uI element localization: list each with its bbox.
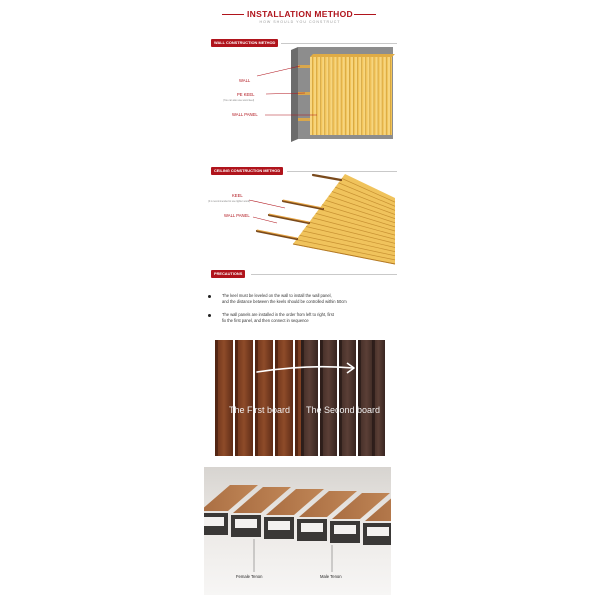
ceiling-construction-diagram [205, 168, 400, 268]
board-slats [215, 340, 385, 456]
wall-panel-slat [322, 57, 324, 135]
wall-panel-slat [372, 57, 374, 135]
first-board-label: The First board [229, 405, 291, 415]
wall-panel-slat [380, 57, 382, 135]
boards-photo [213, 338, 386, 458]
wall-panel-slat [326, 57, 328, 135]
wall-panel-slat [339, 57, 341, 135]
wall-panel-slat [331, 57, 333, 135]
wall-panel-slat [343, 57, 345, 135]
ceiling-panel-surface [293, 174, 395, 264]
wall-side [291, 47, 298, 142]
wall-panel-slat [355, 57, 357, 135]
precaution-1-line-1: The keel must be leveled on the wall to install the wall panel, [222, 293, 332, 298]
second-board-label: The Second board [306, 405, 381, 415]
wall-panel-slat [318, 57, 320, 135]
wall-panel-slat [335, 57, 337, 135]
wall-panel-slat [314, 57, 316, 135]
ceiling-construction-tag: CEILING CONSTRUCTION METHOD [211, 167, 283, 175]
wall-panel-slat [310, 57, 312, 135]
precautions-tag: PRECAUTIONS [211, 270, 245, 278]
header-line-right [354, 14, 376, 15]
wall-construction-diagram [205, 45, 405, 145]
pe-keel-note: (You can also use wood keel) [223, 99, 255, 102]
keel-label: KEEL [232, 193, 243, 198]
bullet-dot [208, 314, 211, 317]
wall-panel-slat [363, 57, 365, 135]
wall-panel-slat [384, 57, 386, 135]
precaution-1-line-2: and the distance between the keels should be controlled within 50cm [222, 299, 347, 304]
wall-panel-label: WALL PANEL [232, 112, 258, 117]
pe-keel-label: PE KEEL [237, 92, 255, 97]
precautions-divider [251, 274, 397, 275]
precaution-2-line-2: fix the first panel, and then connect in sequence [222, 318, 309, 323]
wall-panel-slat [347, 57, 349, 135]
wall-panel-slat [359, 57, 361, 135]
precaution-item-2 [208, 312, 408, 326]
wall-panel-slats [310, 54, 395, 135]
wall-panel-slat [376, 57, 378, 135]
page-subtitle: HOW SHOULD YOU CONSTRUCT [259, 20, 341, 24]
wall-label: WALL [239, 78, 251, 83]
precaution-item-1 [208, 293, 408, 307]
page-title: INSTALLATION METHOD [247, 9, 353, 19]
bullet-dot [208, 295, 211, 298]
wall-panel-slat [388, 57, 390, 135]
wall-construction-tag: WALL CONSTRUCTION METHOD [211, 39, 278, 47]
precaution-2-line-1: The wall panels are installed in the order from left to right, first [222, 312, 334, 317]
ceiling-wall-panel-label: WALL PANEL [224, 213, 250, 218]
wall-panel-slat [367, 57, 369, 135]
tenon-photo [204, 467, 391, 595]
wall-panel-slat [351, 57, 353, 135]
male-tenon-label: Male Tenon [320, 574, 342, 579]
female-tenon-label: Female Tenon [236, 574, 263, 579]
ceiling-leader-lines [249, 200, 285, 223]
ceiling-panel-slats [293, 174, 395, 264]
wall-tag-divider [281, 43, 397, 44]
keel-note: (It is recommended to use lighter wood) [208, 200, 250, 203]
